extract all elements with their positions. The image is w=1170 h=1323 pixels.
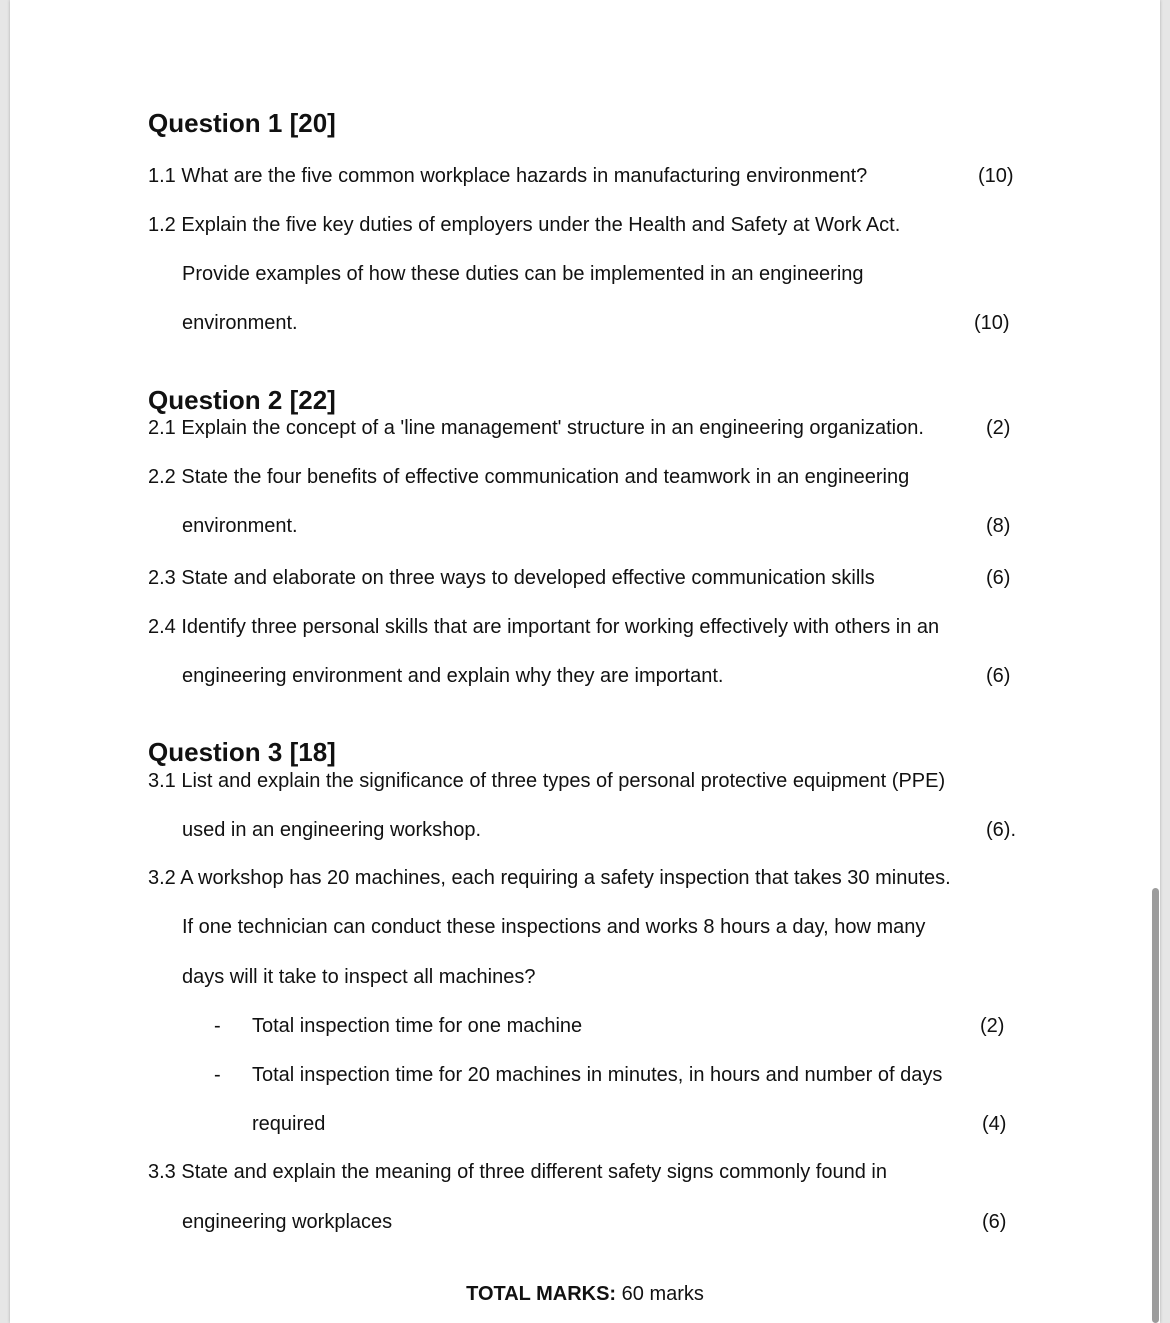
vertical-scrollbar[interactable]	[1152, 888, 1159, 1323]
bullet-dash-1: -	[214, 1015, 221, 1037]
question-3-heading: Question 3 [18]	[148, 737, 336, 767]
question-2-2-line-2: environment.	[182, 515, 298, 537]
question-1-2-line-1: 1.2 Explain the five key duties of employers under the Health and Safety at Work Act.	[148, 214, 901, 236]
question-1-heading: Question 1 [20]	[148, 108, 336, 138]
question-1-2-line-3: environment.	[182, 312, 298, 334]
total-marks-label: TOTAL MARKS:	[466, 1283, 617, 1305]
question-3-2-line-1: 3.2 A workshop has 20 machines, each requiring a safety inspection that takes 30 minutes.	[148, 867, 951, 889]
question-1-2-line-2: Provide examples of how these duties can be implemented in an engineering	[182, 263, 864, 285]
question-3-2-line-3: days will it take to inspect all machines?	[182, 966, 536, 988]
question-2-3-text: 2.3 State and elaborate on three ways to developed effective communication skills	[148, 567, 875, 589]
question-3-2-bullet-2-marks: (4)	[982, 1113, 1007, 1135]
total-marks-value: 60 marks	[621, 1283, 704, 1305]
question-3-2-bullet-1-marks: (2)	[980, 1015, 1005, 1037]
question-2-1-marks: (2)	[986, 417, 1011, 439]
question-2-2-marks: (8)	[986, 515, 1011, 537]
question-1-2-marks: (10)	[974, 312, 1010, 334]
question-2-4-marks: (6)	[986, 665, 1011, 687]
question-2-3-marks: (6)	[986, 567, 1011, 589]
question-2-2-line-1: 2.2 State the four benefits of effective communication and teamwork in an engineering	[148, 466, 910, 488]
question-3-3-line-2: engineering workplaces	[182, 1211, 393, 1233]
question-2-1-text: 2.1 Explain the concept of a 'line management' structure in an engineering organization.	[148, 417, 924, 439]
bullet-dash-2: -	[214, 1064, 221, 1086]
question-1-1-text: 1.1 What are the five common workplace hazards in manufacturing environment?	[148, 165, 868, 187]
question-1-1-marks: (10)	[978, 165, 1014, 187]
question-3-2-bullet-2-line-1: Total inspection time for 20 machines in minutes, in hours and number of days	[252, 1064, 943, 1086]
total-marks	[0, 1282, 1170, 1306]
question-2-4-line-1: 2.4 Identify three personal skills that are important for working effectively with others in an	[148, 616, 940, 638]
question-3-1-line-1: 3.1 List and explain the significance of three types of personal protective equipment (PPE)	[148, 770, 946, 792]
question-3-3-marks: (6)	[982, 1211, 1007, 1233]
question-3-2-line-2: If one technician can conduct these inspections and works 8 hours a day, how many	[182, 916, 926, 938]
question-3-3-line-1: 3.3 State and explain the meaning of three different safety signs commonly found in	[148, 1161, 887, 1183]
question-3-2-bullet-2-line-2: required	[252, 1113, 326, 1135]
question-3-2-bullet-1-text: Total inspection time for one machine	[252, 1015, 583, 1037]
question-3-1-marks: (6).	[986, 819, 1016, 841]
question-3-1-line-2: used in an engineering workshop.	[182, 819, 482, 841]
question-2-4-line-2: engineering environment and explain why they are important.	[182, 665, 724, 687]
question-2-heading: Question 2 [22]	[148, 385, 336, 415]
